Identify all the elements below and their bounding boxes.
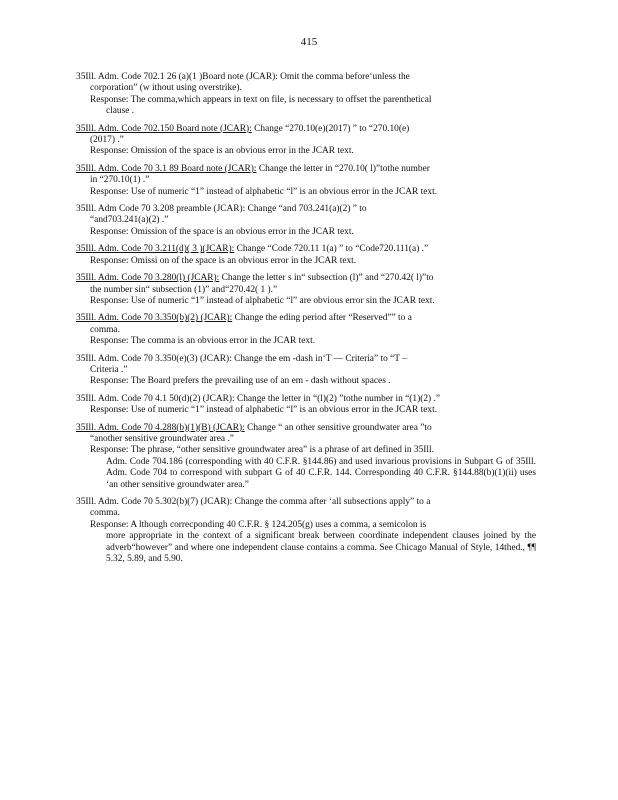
comment-entry [76,497,536,565]
instruction-continuation: the number sin“ subsection (1)” and“270.42( 1 ).” [90,284,278,295]
entry-instruction [76,497,536,508]
comment-entry [76,164,536,198]
comment-entry [76,204,536,238]
response-text: Response: Use of numeric “1” instead of alphabetic “l” is an obvious error in the JCAR text. [90,405,438,416]
citation: 35Ill. Adm. Code 702.1 26 (a)(1 )Board note (JCAR): [76,72,278,82]
comment-entry [76,124,536,158]
comment-entry [76,72,536,118]
instruction-text: Change “and 703.241(a)(2) ” to [247,204,367,215]
instruction-text: Change the letter s in“ subsection (l)” and “270.42( l)”to [221,273,434,284]
comment-entry [76,313,536,347]
entry-instruction [76,313,536,324]
entry-instruction [76,124,536,135]
entry-instruction [76,204,536,215]
entry-instruction [76,72,536,83]
comment-entry [76,244,536,267]
response-text: Response: Use of numeric “1” instead of alphabetic “l” are obvious error sin the JCAR text. [90,295,435,306]
citation: 35Ill. Adm. Code 70 3.1 89 Board note (JCAR): [76,163,257,174]
comment-entry [76,394,536,417]
instruction-text: Change the letter in “(l)(2) ”tothe number in “(1)(2) .” [236,393,440,404]
response-text: Response: Use of numeric “1” instead of alphabetic “l” is an obvious error in the JCAR text. [90,186,438,197]
entry-instruction [76,423,536,434]
instruction-continuation: Criteria .” [90,364,128,375]
instruction-text: Change the eding period after “Reserved”” to a [234,313,412,324]
instruction-text: Change “ an other sensitive groundwater area ”to [247,422,432,433]
citation: 35Ill. Adm. Code 70 3.280(l) (JCAR): [76,273,220,284]
instruction-continuation: “and703.241(a)(2) .” [90,215,169,226]
instruction-continuation: corporation” (w ithout using overstrike). [90,83,242,94]
instruction-continuation: comma. [90,324,120,335]
instruction-text: Change the comma after ‘all subsections apply” to a [234,497,431,507]
response-text: Response: A lthough correcponding 40 C.F.R. § 124.205(g) uses a comma, a semicolon is [90,519,427,530]
citation: 35Ill. Adm. Code 70 5.302(b)(7) (JCAR): [76,497,233,507]
citation: 35Ill. Adm. Code 70 3.350(b)(2) (JCAR): [76,313,233,324]
response-continuation: more appropriate in the context of a significant break between coordinate independent clauses joined by the adverb“however” and where one independent clause contains a comma. See Chicago Manual of Style, 14thed., ¶¶ 5.32, 5.89, and 5.90. [106,531,536,565]
instruction-continuation: (2017) .” [90,135,124,146]
jcar-comment-list [76,72,536,571]
page-number: 415 [300,36,318,48]
response-text: Response: Omissi on of the space is an obvious error in the JCAR text. [90,255,357,266]
instruction-text: Change the letter in “270.10( l)”tothe number [258,163,430,174]
response-continuation: Adm. Code 704.186 (corresponding with 40 C.F.R. §144.86) and used invarious provisions in Subpart G of 35Ill. Adm. Code 704 to correspond with subpart G of 40 C.F.R. 144. Corresponding 40 C.F.R. §144.88(b)(1)(ii) uses ‘an other sensitive groundwater area.” [106,456,536,490]
entry-instruction [76,354,536,365]
response-text: Response: The Board prefers the prevailing use of an em - dash without spaces . [90,376,391,387]
response-text: Response: Omission of the space is an obvious error in the JCAR text. [90,146,354,157]
comment-entry [76,354,536,388]
entry-instruction [76,164,536,175]
response-text: Response: The comma is an obvious error in the JCAR text. [90,336,316,347]
instruction-text: Change the em -dash in‘T — Criteria” to “T – [234,353,407,364]
response-text: Response: Omission of the space is an obvious error in the JCAR text. [90,226,354,237]
entry-instruction [76,244,536,255]
instruction-continuation: in “270.10(1) .” [90,175,150,186]
citation: 35Ill. Adm. Code 70 4.1 50(d)(2) (JCAR): [76,393,235,404]
citation: 35Ill. Adm. Code 70 3.350(e)(3) (JCAR): [76,353,232,364]
response-continuation: clause . [106,106,135,117]
instruction-text: Omit the comma before‘unless the [280,72,410,82]
comment-entry [76,273,536,307]
entry-instruction [76,394,536,405]
citation: 35Ill. Adm Code 70 3.208 preamble (JCAR): [76,204,246,215]
instruction-continuation: comma. [90,508,120,519]
response-text: Response: The phrase, “other sensitive groundwater area” is a phrase of art defined in 35Ill. [90,445,434,456]
citation: 35Ill. Adm. Code 702.150 Board note (JCAR): [76,123,252,134]
instruction-text: Change “Code 720.11 1(a) ” to “Code720.111(a) .” [236,244,429,255]
instruction-continuation: “another sensitive groundwater area .” [90,433,234,444]
response-text: Response: The comma,which appears in text on file, is necessary to offset the parenthetical [90,94,432,105]
comment-entry [76,423,536,491]
citation: 35Ill. Adm. Code 70 3.211(d)( 3 )(JCAR): [76,244,235,255]
entry-instruction [76,273,536,284]
citation: 35Ill. Adm. Code 70 4.288(b)(1)(B) (JCAR): [76,422,245,433]
instruction-text: Change “270.10(e)(2017) ” to “270.10(e) [254,123,410,134]
